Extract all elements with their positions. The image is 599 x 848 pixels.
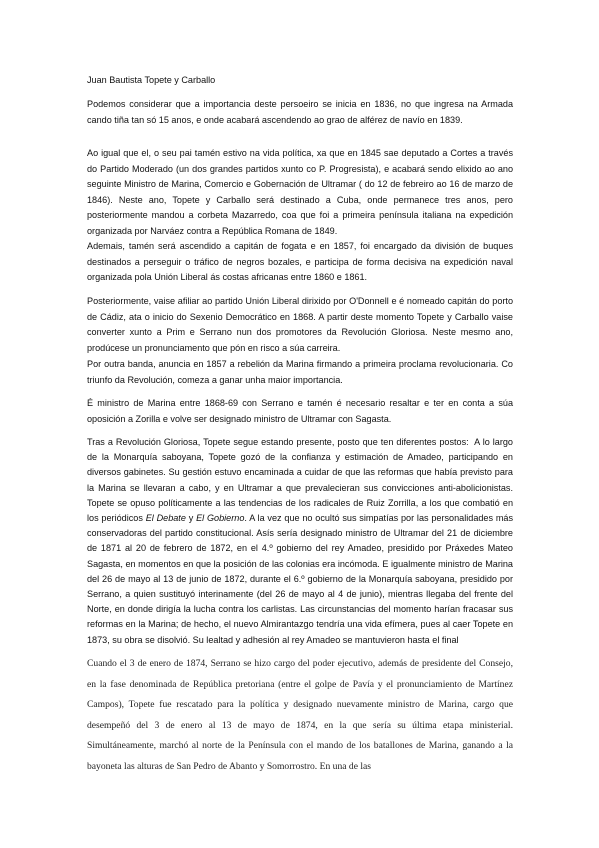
paragraph-4: Posteriormente, vaise afiliar ao partido Unión Liberal dirixido por O'Donnell e é nomeado capitán do porto de Cádiz, ata o inicio do Sexenio Democrático en 1868. A partir deste momento Topete y Carballo vaise converter xunto a Prim e Serrano nun dos promotores da Revolución Gloriosa. Neste mesmo ano, prodúcese un pronunciamento que pón en risco a súa carreira. xyxy=(87,296,513,353)
paragraph-3: Ademais, tamén será ascendido a capitán de fogata e en 1857, foi encargado da división de buques destinados a perseguir o tráfico de negros bozales, e participa de forma decisiva na expedición naval organizada pola Unión Liberal ás costas africanas entre 1860 e 1861. xyxy=(87,241,513,282)
newspaper-title-gobierno: El Gobierno xyxy=(196,513,245,524)
paragraph-7-lead: Tras a Revolución Gloriosa, Topete segue estando presente, posto que ten diferentes postos: xyxy=(87,437,469,447)
newspaper-title-debate: El Debate xyxy=(145,513,186,524)
paragraph-7-body-start: A lo largo de la Monarquía saboyana, Topete gozó de la confianza y estimación de Amadeo, participando en diversos gabinetes. Su gestión estuvo encaminada a cuidar de que las reformas que había previsto para la Marina se llevaran a cabo, y en Ultramar a que prevalecieran sus convicciones anti-abolicionistas. Topete se opuso políticamente a las tendencias de los radicales de Ruiz Zorrilla, a los que combatió en los periódicos xyxy=(87,437,513,524)
paragraph-6: É ministro de Marina entre 1868-69 con Serrano e tamén é necesario resaltar e ter en conta a súa oposición a Zorilla e volve ser designado ministro de Ultramar con Sagasta. xyxy=(87,398,513,424)
document-title: Juan Bautista Topete y Carballo xyxy=(87,75,216,85)
paragraph-7 xyxy=(87,435,513,648)
paragraph-5: Por outra banda, anuncia en 1857 a rebelión da Marina firmando a primeira proclama revolucionaria. Co triunfo da Revolución, comeza a ganar unha maior importancia. xyxy=(87,359,513,385)
paragraph-7-conjunction: y xyxy=(188,513,194,524)
paragraph-7-body-end: . A la vez que no ocultó sus simpatías por las personalidades más conservadoras del partido constitucional. Asís sería designado ministro de Ultramar del 21 de diciembre de 1871 al 20 de febrero de 1872, en el 4.º gobierno del rey Amadeo, presidido por Práxedes Mateo Sagasta, en momentos en que la posición de las colonias era incómoda. E igualmente ministro de Marina del 26 de mayo al 13 de junio de 1872, durante el 6.º gobierno de la Monarquía saboyana, presidido por Serrano, a quien sustituyó interinamente (del 26 de mayo al 4 de junio), mientras llegaba del frente del Norte, en donde dirigía la lucha contra los carlistas. Las circunstancias del momento harían fracasar sus reformas en la Marina; de hecho, el nuevo Almirantazgo tendría una vida efímera, pues al caer Topete en 1873, su obra se disolvió. Su lealtad y adhesión al rey Amadeo se mantuvieron hasta el final xyxy=(87,513,514,645)
paragraph-1: Podemos considerar que a importancia deste persoeiro se inicia en 1836, no que ingresa na Armada cando tiña tan só 15 anos, e onde acabará ascendendo ao grao de alférez de navío en 1839. xyxy=(87,99,513,125)
paragraph-2: Ao igual que el, o seu pai tamén estivo na vida política, xa que en 1845 sae deputado a Cortes a través do Partido Moderado (un dos grandes partidos xunto co P. Progresista), e acabará sendo elixido ao ano seguinte Ministro de Marina, Comercio e Gobernación de Ultramar ( do 12 de febreiro ao 16 de marzo de 1846). Neste ano, Topete y Carballo será destinado a Cuba, onde permanece tres anos, pero posteriormente mandou a corbeta Mazarredo, coa que foi a primeira península italiana na expedición organizada por Narváez contra a República Romana de 1849. xyxy=(87,148,513,236)
serif-paragraph: Cuando el 3 de enero de 1874, Serrano se hizo cargo del poder ejecutivo, además de presidente del Consejo, en la fase denominada de República pretoriana (entre el golpe de Pavía y el pronunciamiento de Martínez Campos), Topete fue rescatado para la política y designado nuevamente ministro de Marina, cargo que desempeñó del 3 de enero al 13 de mayo de 1874, en la que sería su última etapa ministerial. Simultáneamente, marchó al norte de la Península con el mando de los batallones de Marina, ganando a la bayoneta las alturas de San Pedro de Abanto y Somorrostro. En una de las xyxy=(87,658,513,772)
